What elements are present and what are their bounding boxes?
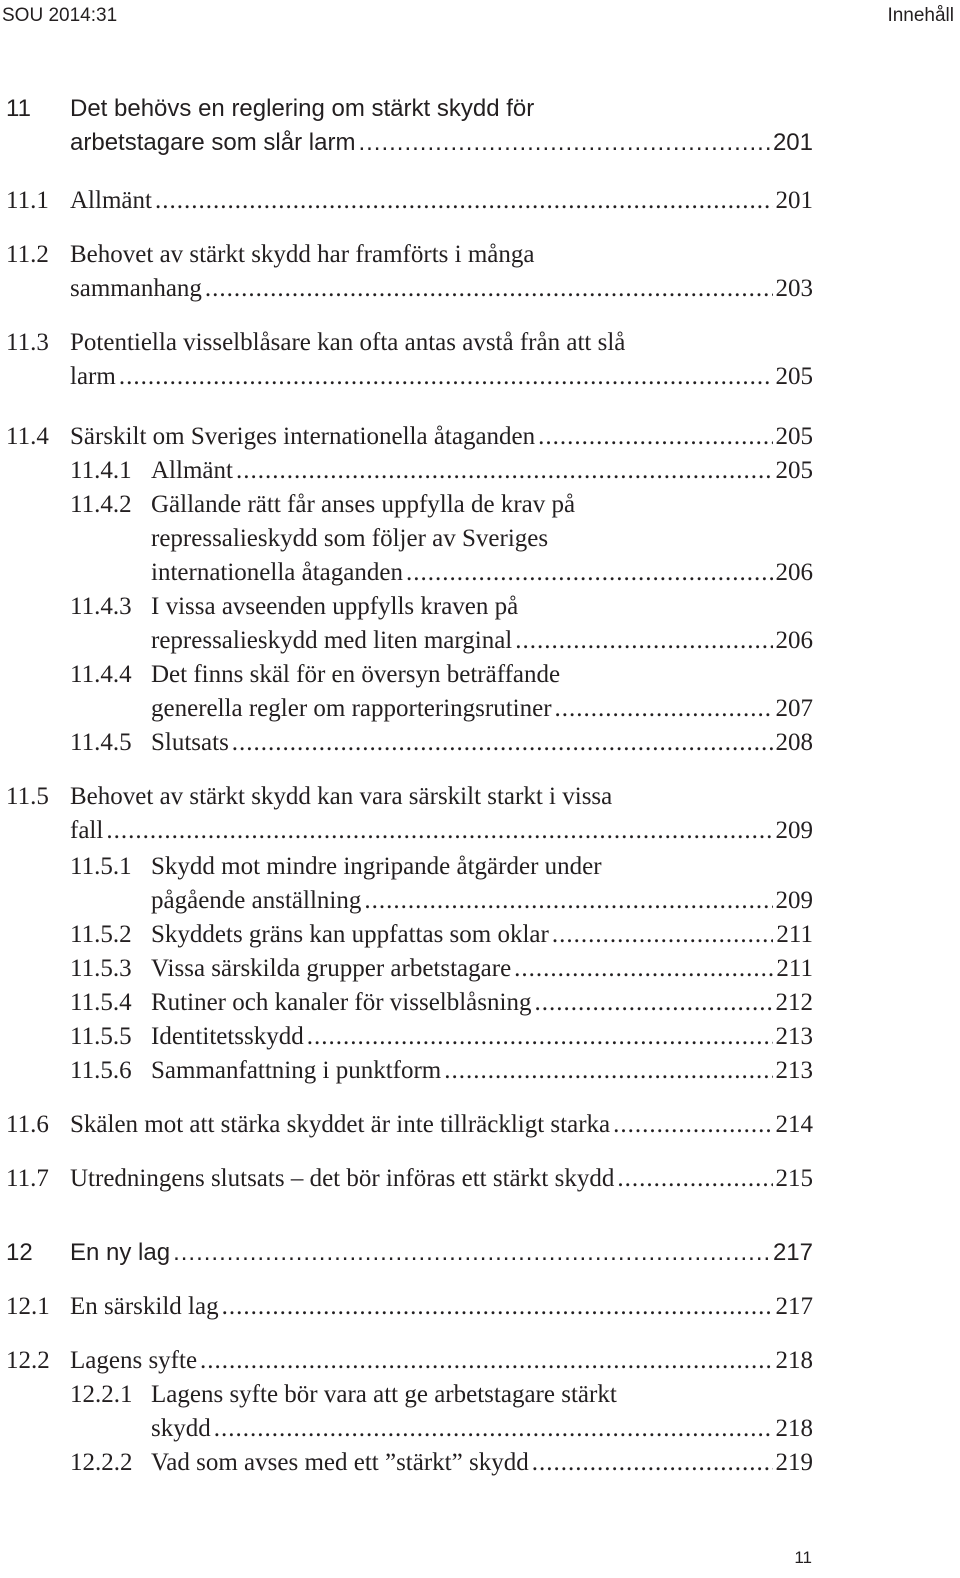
- toc-line[interactable]: [0, 850, 960, 884]
- toc-entry-title: sammanhang: [70, 275, 202, 302]
- toc-entry-title: Allmänt: [151, 457, 233, 484]
- toc-line[interactable]: [0, 986, 960, 1020]
- toc-entry-number: 11.7: [6, 1165, 49, 1192]
- dot-leader: [222, 1290, 773, 1324]
- dot-leader: [617, 1162, 772, 1196]
- toc-entry-number: 11.4.3: [70, 593, 132, 620]
- toc-entry-title: Potentiella visselblåsare kan ofta antas avstå från att slå: [70, 329, 626, 356]
- toc-entry-title: Identitetsskydd: [151, 1023, 304, 1050]
- toc-line[interactable]: [0, 1236, 960, 1270]
- dot-leader: [155, 184, 773, 218]
- dot-leader: [200, 1344, 772, 1378]
- toc-entry-page: 201: [775, 187, 813, 214]
- toc-entry-page: 201: [772, 129, 813, 156]
- toc-entry-page: 209: [775, 817, 813, 844]
- toc-entry-number: 11.6: [6, 1111, 49, 1138]
- toc-entry-title: Rutiner och kanaler för visselblåsning: [151, 989, 532, 1016]
- toc-line[interactable]: [0, 658, 960, 692]
- toc-entry-number: 11.4.5: [70, 729, 132, 756]
- toc-entry-page: 218: [775, 1347, 813, 1374]
- toc-entry-number: 11.5.2: [70, 921, 132, 948]
- toc-line[interactable]: [0, 726, 960, 760]
- toc-entry-page: 213: [775, 1023, 813, 1050]
- toc-line[interactable]: [0, 420, 960, 454]
- toc-entry-number: 11: [6, 95, 31, 122]
- toc-line[interactable]: [0, 884, 960, 918]
- toc-entry-page: 203: [775, 275, 813, 302]
- toc-entry-number: 11.4.4: [70, 661, 132, 688]
- toc-entry-title: Vissa särskilda grupper arbetstagare: [151, 955, 512, 982]
- toc-entry-number: 12: [6, 1239, 33, 1266]
- toc-entry-title: Lagens syfte: [70, 1347, 198, 1374]
- toc-line[interactable]: [0, 780, 960, 814]
- dot-leader: [358, 126, 770, 160]
- dot-leader: [119, 360, 773, 394]
- toc-entry-number: 11.4.2: [70, 491, 132, 518]
- toc-entry-number: 12.2.2: [70, 1449, 133, 1476]
- running-header-left: SOU 2014:31: [2, 5, 118, 26]
- toc-line[interactable]: [0, 1344, 960, 1378]
- toc-entry-page: 206: [775, 559, 813, 586]
- toc-entry-page: 212: [775, 989, 813, 1016]
- dot-leader: [232, 726, 773, 760]
- toc-entry-title: generella regler om rapporteringsrutiner: [151, 695, 552, 722]
- dot-leader: [236, 454, 773, 488]
- toc-entry-page: 206: [775, 627, 813, 654]
- toc-line[interactable]: [0, 952, 960, 986]
- toc-line[interactable]: [0, 1162, 960, 1196]
- toc-entry-title: internationella åtaganden: [151, 559, 403, 586]
- toc-entry-title: Allmänt: [70, 187, 152, 214]
- toc-entry-number: 11.5.1: [70, 853, 132, 880]
- toc-line[interactable]: [0, 522, 960, 556]
- dot-leader: [364, 884, 772, 918]
- toc-line[interactable]: [0, 1020, 960, 1054]
- toc-entry-title: repressalieskydd med liten marginal: [151, 627, 513, 654]
- toc-entry-number: 12.2.1: [70, 1381, 133, 1408]
- toc-entry-title: skydd: [151, 1415, 211, 1442]
- dot-leader: [515, 624, 772, 658]
- toc-entry-number: 11.2: [6, 241, 49, 268]
- toc-entry-page: 215: [775, 1165, 813, 1192]
- toc-entry-number: 11.5.4: [70, 989, 132, 1016]
- toc-entry-number: 11.5.3: [70, 955, 132, 982]
- toc-line[interactable]: [0, 488, 960, 522]
- dot-leader: [538, 420, 772, 454]
- toc-entry-page: 205: [775, 423, 813, 450]
- toc-entry-number: 12.2: [6, 1347, 50, 1374]
- dot-leader: [532, 1446, 773, 1480]
- toc-line[interactable]: [0, 92, 960, 126]
- toc-entry-title: Skydd mot mindre ingripande åtgärder under: [151, 853, 602, 880]
- toc-entry-title: Det behövs en reglering om stärkt skydd för: [70, 95, 535, 122]
- toc-entry-title: Gällande rätt får anses uppfylla de krav på: [151, 491, 576, 518]
- running-header-right: Innehåll: [887, 5, 954, 26]
- dot-leader: [534, 986, 772, 1020]
- toc-entry-page: 205: [775, 457, 813, 484]
- toc-entry-title: Behovet av stärkt skydd har framförts i många: [70, 241, 535, 268]
- toc-line[interactable]: [0, 692, 960, 726]
- toc-entry-page: 208: [775, 729, 813, 756]
- toc-entry-page: 219: [775, 1449, 813, 1476]
- toc-entry-title: Slutsats: [151, 729, 229, 756]
- toc-line[interactable]: [0, 1290, 960, 1324]
- toc-line[interactable]: [0, 1412, 960, 1446]
- toc-entry-title: Behovet av stärkt skydd kan vara särskilt starkt i vissa: [70, 783, 613, 810]
- toc-entry-page: 205: [775, 363, 813, 390]
- toc-entry-number: 11.4: [6, 423, 49, 450]
- toc-entry-page: 217: [772, 1239, 813, 1266]
- toc-entry-number: 11.5: [6, 783, 49, 810]
- dot-leader: [613, 1108, 772, 1142]
- dot-leader: [444, 1054, 772, 1088]
- toc-entry-number: 11.3: [6, 329, 49, 356]
- toc-entry-title: Utredningens slutsats – det bör införas ett stärkt skydd: [70, 1165, 615, 1192]
- toc-entry-number: 11.1: [6, 187, 49, 214]
- toc-line[interactable]: [0, 272, 960, 306]
- toc-entry-number: 12.1: [6, 1293, 50, 1320]
- toc-line[interactable]: [0, 184, 960, 218]
- toc-entry-number: 11.5.6: [70, 1057, 132, 1084]
- toc-entry-title: Det finns skäl för en översyn beträffande: [151, 661, 561, 688]
- toc-line[interactable]: [0, 590, 960, 624]
- toc-line[interactable]: [0, 556, 960, 590]
- toc-line[interactable]: [0, 360, 960, 394]
- dot-leader: [514, 952, 773, 986]
- toc-entry-title: larm: [70, 363, 116, 390]
- toc-line[interactable]: [0, 454, 960, 488]
- dot-leader: [307, 1020, 773, 1054]
- toc-line[interactable]: [0, 1108, 960, 1142]
- toc-entry-page: 211: [776, 955, 813, 982]
- toc-entry-page: 218: [775, 1415, 813, 1442]
- toc-entry-page: 209: [775, 887, 813, 914]
- dot-leader: [214, 1412, 773, 1446]
- toc-entry-title: Vad som avses med ett ”stärkt” skydd: [151, 1449, 529, 1476]
- toc-line[interactable]: [0, 1446, 960, 1480]
- dot-leader: [406, 556, 773, 590]
- toc-entry-title: Särskilt om Sveriges internationella åtaganden: [70, 423, 536, 450]
- toc-entry-page: 213: [775, 1057, 813, 1084]
- toc-entry-page: 214: [775, 1111, 813, 1138]
- toc-entry-page: 207: [775, 695, 813, 722]
- toc-entry-title: En särskild lag: [70, 1293, 219, 1320]
- dot-leader: [106, 814, 772, 848]
- toc-entry-title: Skälen mot att stärka skyddet är inte tillräckligt starka: [70, 1111, 611, 1138]
- toc-entry-page: 211: [776, 921, 813, 948]
- toc-entry-page: 217: [775, 1293, 813, 1320]
- toc-entry-title: I vissa avseenden uppfylls kraven på: [151, 593, 519, 620]
- toc-entry-title: Skyddets gräns kan uppfattas som oklar: [151, 921, 549, 948]
- toc-entry-title: Lagens syfte bör vara att ge arbetstagare stärkt: [151, 1381, 617, 1408]
- toc-entry-title: Sammanfattning i punktform: [151, 1057, 442, 1084]
- dot-leader: [205, 272, 773, 306]
- page-number: 11: [794, 1548, 812, 1567]
- toc-entry-title: repressalieskydd som följer av Sveriges: [151, 525, 549, 552]
- toc-line[interactable]: [0, 624, 960, 658]
- toc-line[interactable]: [0, 126, 960, 160]
- dot-leader: [552, 918, 774, 952]
- dot-leader: [173, 1236, 770, 1270]
- toc-entry-title: fall: [70, 817, 104, 844]
- toc-line[interactable]: [0, 814, 960, 848]
- toc-entry-title: En ny lag: [70, 1239, 171, 1266]
- toc-line[interactable]: [0, 1378, 960, 1412]
- toc-line[interactable]: [0, 1054, 960, 1088]
- toc-entry-number: 11.5.5: [70, 1023, 132, 1050]
- toc-entry-title: arbetstagare som slår larm: [70, 129, 356, 156]
- toc-entry-title: pågående anställning: [151, 887, 362, 914]
- toc-line[interactable]: [0, 326, 960, 360]
- toc-line[interactable]: [0, 918, 960, 952]
- toc-line[interactable]: [0, 238, 960, 272]
- toc-entry-number: 11.4.1: [70, 457, 132, 484]
- dot-leader: [555, 692, 773, 726]
